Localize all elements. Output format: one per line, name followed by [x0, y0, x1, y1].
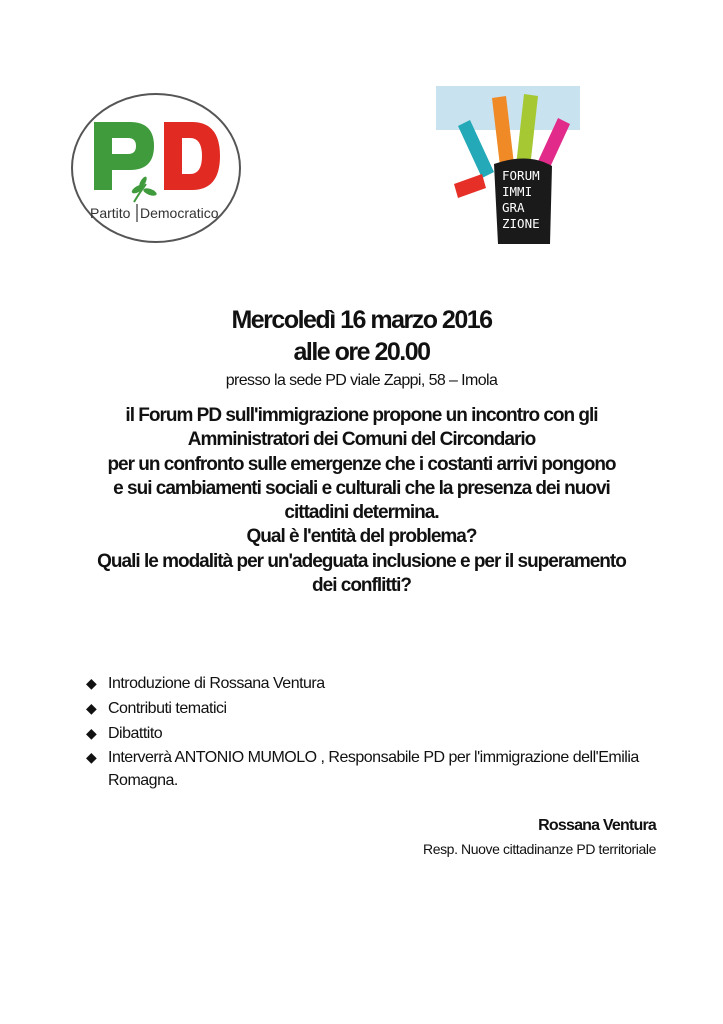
description-line: Qual è l'entità del problema? [246, 526, 477, 548]
event-venue: presso la sede PD viale Zappi, 58 – Imola [225, 372, 498, 389]
agenda-list [86, 671, 676, 792]
agenda-item [86, 696, 676, 721]
event-header [0, 304, 723, 392]
forum-logo-line-1: FORUM [502, 168, 540, 183]
forum-logo-line-3: GRA [502, 200, 525, 215]
signer-name: Rossana Ventura [538, 817, 656, 834]
agenda-item-text: Contributi tematici [108, 700, 227, 717]
forum-immigrazione-logo [436, 86, 580, 244]
diamond-bullet-icon: ◆ [86, 700, 97, 716]
event-description [40, 404, 683, 598]
agenda-item-text: Introduzione di Rossana Ventura [108, 675, 325, 692]
description-line: e sui cambiamenti sociali e culturali che la presenza dei nuovi [113, 477, 610, 499]
description-line: per un confronto sulle emergenze che i costanti arrivi pongono [107, 453, 616, 475]
agenda-item [86, 721, 676, 746]
description-line: il Forum PD sull'immigrazione propone un incontro con gli [125, 405, 598, 426]
description-line: dei conflitti? [312, 575, 411, 597]
pd-caption-left: Partito [90, 205, 131, 221]
agenda-item-text: Interverrà ANTONIO MUMOLO , Responsabile PD per l'immigrazione dell'Emilia Romagna. [108, 749, 639, 789]
diamond-bullet-icon: ◆ [86, 675, 97, 691]
signature [423, 816, 656, 859]
agenda-item-text: Dibattito [108, 725, 163, 742]
event-time: alle ore 20.00 [293, 338, 430, 366]
pd-caption-right: Democratico [140, 205, 219, 221]
forum-logo-line-4: ZIONE [502, 216, 540, 231]
pd-logo [70, 92, 242, 244]
signer-role: Resp. Nuove cittadinanze PD territoriale [422, 841, 656, 857]
forum-logo-line-2: IMMI [502, 184, 533, 199]
diamond-bullet-icon: ◆ [86, 725, 97, 741]
description-line: cittadini determina. [284, 502, 439, 524]
agenda-item [86, 746, 678, 792]
description-line: Quali le modalità per un'adeguata inclusione e per il superamento [97, 550, 626, 572]
event-date: Mercoledì 16 marzo 2016 [231, 306, 492, 334]
diamond-bullet-icon: ◆ [86, 749, 97, 765]
description-line: Amministratori dei Comuni del Circondario [187, 429, 536, 451]
agenda-item [86, 671, 676, 696]
